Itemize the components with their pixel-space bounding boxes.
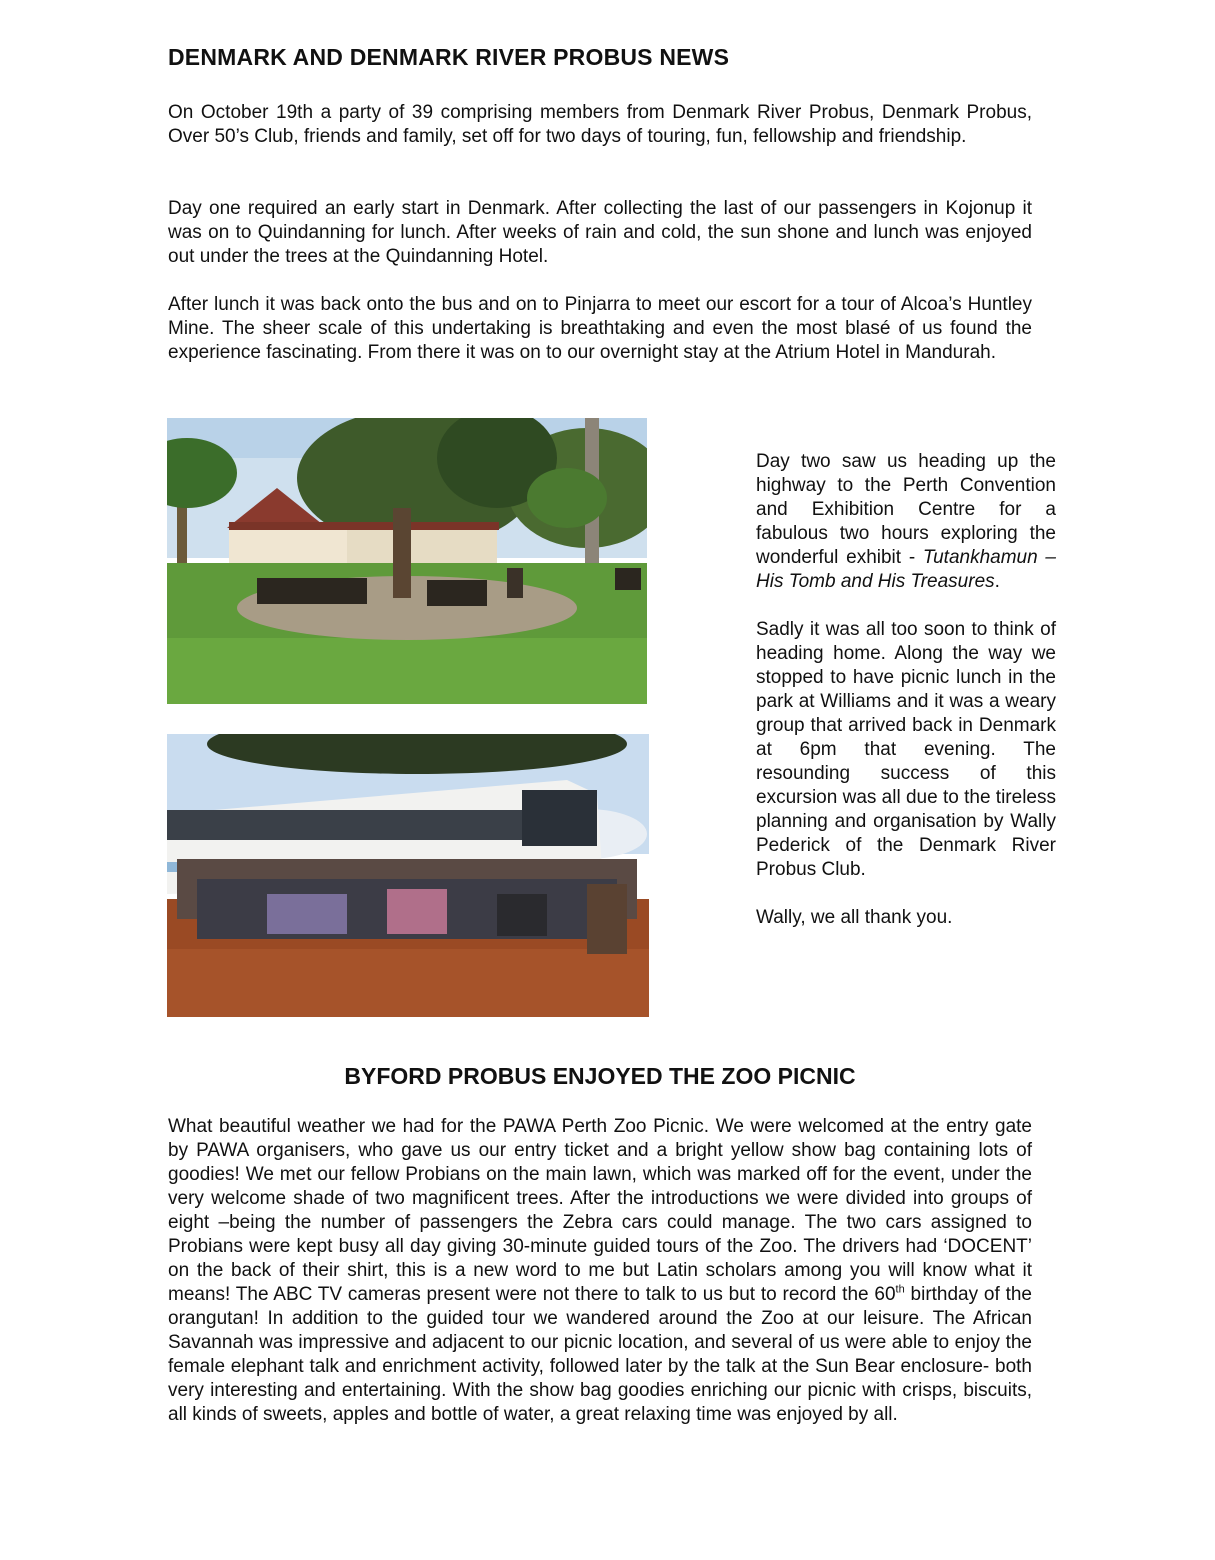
sidebar-text-column [756, 450, 1056, 954]
paragraph-day-one: Day one required an early start in Denmark. After collecting the last of our passengers in Kojonup it was on to Quindanning for lunch. After weeks of rain and cold, the sun shone and lunch was enjoyed out under the trees at the Quindanning Hotel. [168, 198, 1032, 267]
paragraph-intro: On October 19th a party of 39 comprising members from Denmark River Probus, Denmark Probus, Over 50’s Club, friends and family, set off for two days of touring, fun, fellowship and friendship. [168, 102, 1032, 147]
group-bus-photo [167, 734, 649, 1017]
paragraph-zoo-picnic: What beautiful weather we had for the PAWA Perth Zoo Picnic. We were welcomed at the entry gate by PAWA organisers, who gave us our entry ticket and a bright yellow show bag containing lots of goodies! We met our fellow Probians on the main lawn, which was marked off for the event, under the very welcome shade of two magnificent trees. After the introductions we were divided into groups of eight –being the number of passengers the Zebra cars could manage. The two cars assigned to Probians were kept busy all day giving 30-minute guided tours of the Zoo. The drivers had ‘DOCENT’ on the back of their shirt, this is a new word to me but Latin scholars among you will know what it means! The ABC TV cameras present were not there to talk to us but to record the 60th birthday of the orangutan! In addition to the guided tour we wandered around the Zoo at our leisure. The African Savannah was impressive and adjacent to our picnic location, and several of us were able to enjoy the female elephant talk and enrichment activity, followed later by the talk at the Sun Bear enclosure- both very interesting and entertaining. With the show bag goodies enriching our picnic with crisps, biscuits, all kinds of sweets, apples and bottle of water, a great relaxing time was enjoyed by all. [168, 1116, 1032, 1425]
article-title: DENMARK AND DENMARK RIVER PROBUS NEWS [168, 44, 730, 70]
paragraph-alcoa-tour: After lunch it was back onto the bus and on to Pinjarra to meet our escort for a tour of Alcoa’s Huntley Mine. The sheer scale of this undertaking is breathtaking and even the most blasé of us found the experience fascinating. From there it was on to our overnight stay at the Atrium Hotel in Mandurah. [168, 294, 1032, 363]
article-title-zoo: BYFORD PROBUS ENJOYED THE ZOO PICNIC [344, 1063, 856, 1089]
paragraph-heading-home: Sadly it was all too soon to think of heading home. Along the way we stopped to have picnic lunch in the park at Williams and it was a weary group that arrived back in Denmark at 6pm that evening. The resounding success of this excursion was all due to the tireless planning and organisation by Wally Pederick of the Denmark River Probus Club. [756, 619, 1056, 880]
paragraph-day-two: Day two saw us heading up the highway to the Perth Convention and Exhibition Centre for a fabulous two hours exploring the wonderful exhibit - Tutankhamun – His Tomb and His Treasures. [756, 451, 1056, 592]
paragraph-thanks: Wally, we all thank you. [756, 907, 953, 928]
hotel-garden-photo [167, 418, 647, 704]
